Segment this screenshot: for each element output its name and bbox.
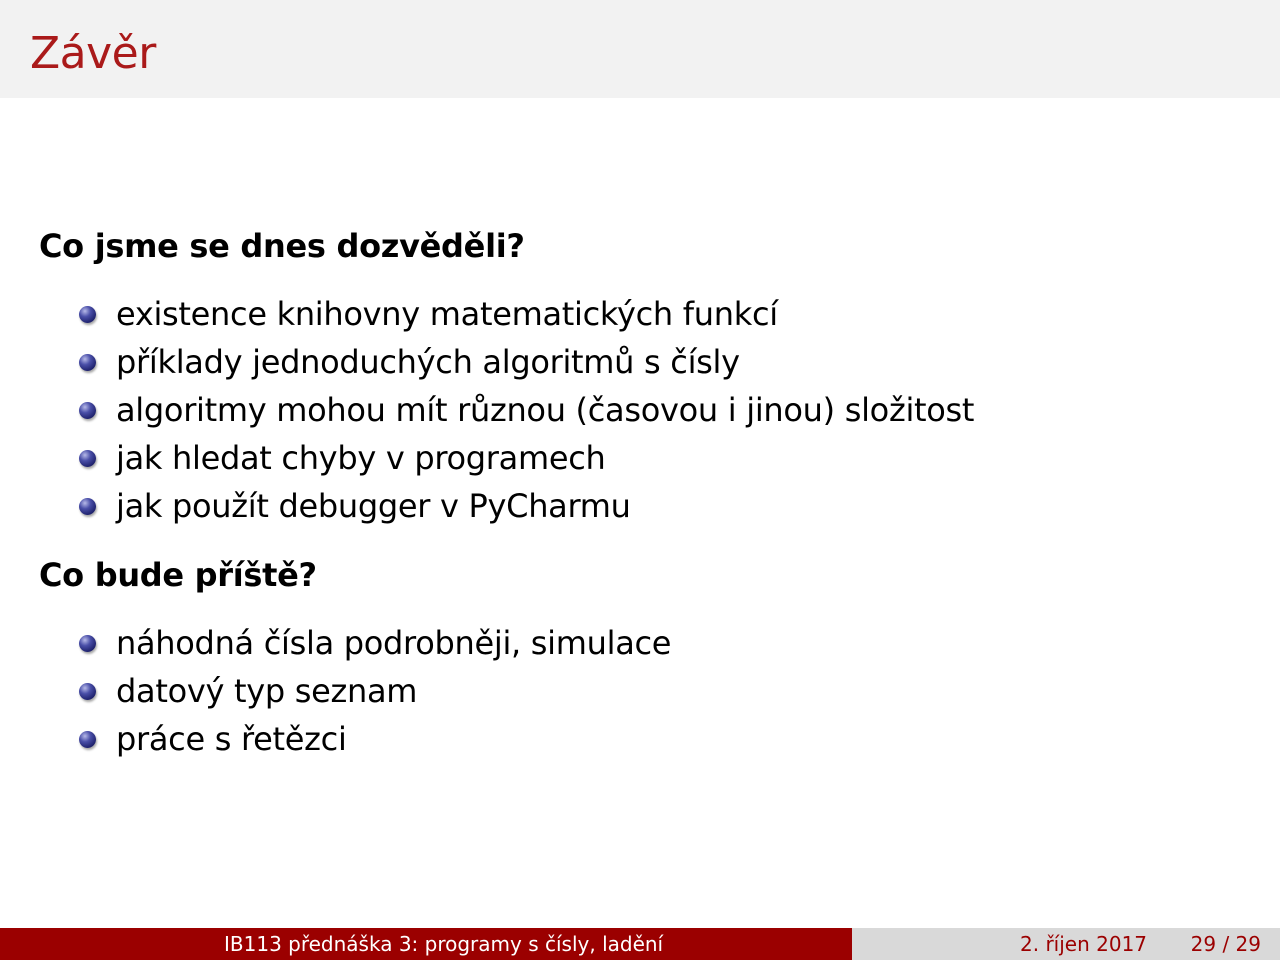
list-item: [0, 292, 974, 340]
bullet-ball-icon: [79, 683, 96, 700]
slide-footer: [0, 928, 1280, 960]
slide-title: Závěr: [30, 28, 156, 79]
list-item: [0, 669, 671, 717]
bullet-ball-icon: [79, 635, 96, 652]
list-item: [0, 388, 974, 436]
list-item-text: náhodná čísla podrobněji, simulace: [116, 624, 672, 662]
list-item: [0, 340, 974, 388]
bullet-list-next: [0, 621, 671, 765]
list-item-text: jak použít debugger v PyCharmu: [116, 487, 631, 525]
footer-info-bar: [852, 928, 1280, 960]
footer-page-number: 29 / 29: [1190, 932, 1261, 956]
slide-header: [0, 0, 1280, 98]
footer-course: IB113 přednáška 3: programy s čísly, ladění: [224, 932, 664, 956]
list-item-text: práce s řetězci: [116, 720, 347, 758]
list-item: [0, 436, 974, 484]
bullet-ball-icon: [79, 306, 96, 323]
list-item: [0, 717, 671, 765]
list-item-text: datový typ seznam: [116, 672, 418, 710]
bullet-ball-icon: [79, 731, 96, 748]
list-item-text: jak hledat chyby v programech: [116, 439, 606, 477]
bullet-ball-icon: [79, 450, 96, 467]
bullet-ball-icon: [79, 354, 96, 371]
footer-course-bar: [0, 928, 852, 960]
list-item-text: algoritmy mohou mít různou (časovou i jinou) složitost: [116, 391, 975, 429]
bullet-ball-icon: [79, 402, 96, 419]
section-heading-next: Co bude příště?: [39, 556, 317, 594]
list-item-text: příklady jednoduchých algoritmů s čísly: [116, 343, 740, 381]
list-item: [0, 621, 671, 669]
list-item-text: existence knihovny matematických funkcí: [116, 295, 778, 333]
bullet-list-learned: [0, 292, 974, 532]
bullet-ball-icon: [79, 498, 96, 515]
footer-date: 2. říjen 2017: [1020, 932, 1148, 956]
list-item: [0, 484, 974, 532]
section-heading-learned: Co jsme se dnes dozvěděli?: [39, 227, 525, 265]
